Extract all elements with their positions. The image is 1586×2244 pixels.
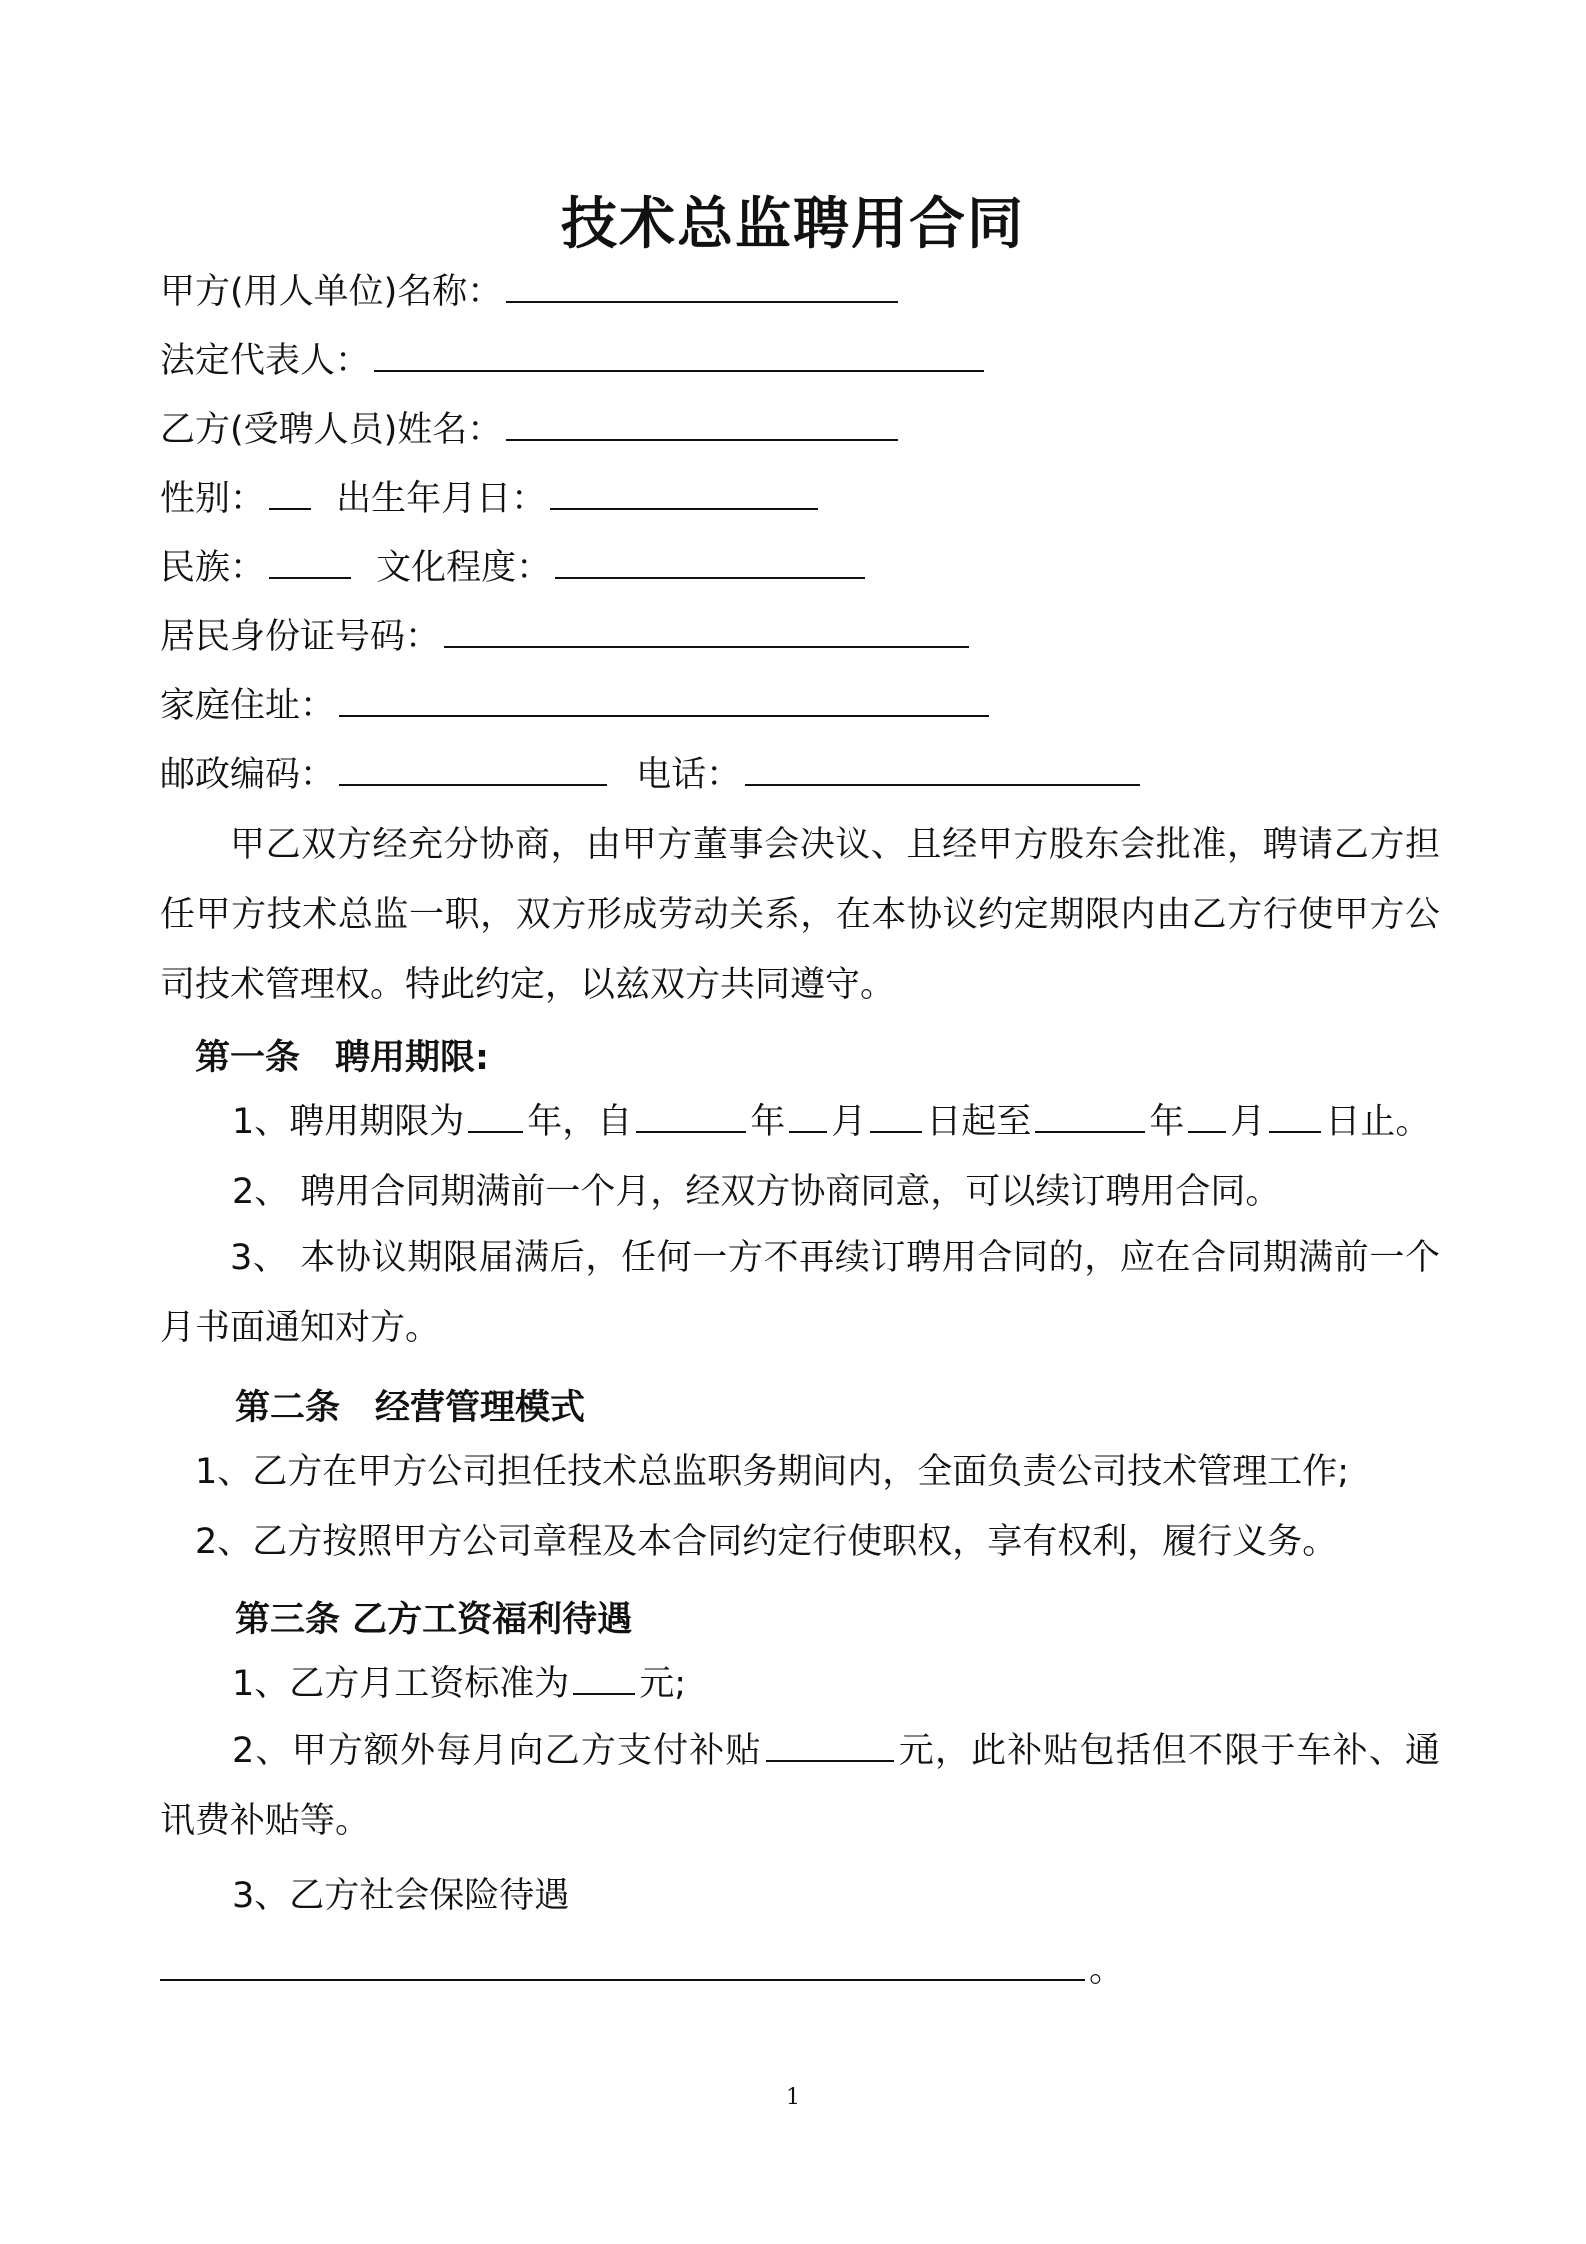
article-3-item-3: 3、乙方社会保险待遇 [232, 1876, 570, 1916]
text-segment: 1、聘用期限为 [232, 1102, 465, 1142]
text-segment: 。 [1089, 1950, 1125, 1990]
article-3-item-3-blank [160, 1946, 1124, 1994]
blank-line[interactable] [506, 269, 898, 303]
intro-paragraph: 甲乙双方经充分协商，由甲方董事会决议、且经甲方股东会批准，聘请乙方担任甲方技术总监一职，双方形成劳动关系，在本协议约定期限内由乙方行使甲方公司技术管理权。特此约定，以兹双方共同遵守。 [160, 825, 1440, 1005]
field-postcode-phone [160, 751, 1144, 799]
text-segment: 月 [1230, 1102, 1266, 1142]
article-1-item-2: 2、 聘用合同期满前一个月，经双方协商同意，可以续订聘用合同。 [232, 1172, 1281, 1212]
article-2-heading: 第二条 经营管理模式 [235, 1388, 586, 1428]
blank-line[interactable] [573, 1661, 635, 1695]
field-party-b [160, 406, 902, 454]
text-segment: 年 [750, 1102, 786, 1142]
blank-line[interactable] [339, 683, 989, 717]
blank-line[interactable] [870, 1099, 922, 1133]
text-segment: 元，此补贴包括但不限于车补、通讯费补贴等。 [160, 1731, 1440, 1841]
field-label: 邮政编码： [160, 755, 336, 795]
blank-line[interactable] [550, 476, 818, 510]
field-label: 文化程度： [376, 548, 552, 588]
text-segment: 日起至 [926, 1102, 1032, 1142]
article-1-item-1 [232, 1098, 1430, 1146]
blank-line[interactable] [444, 614, 969, 648]
field-address [160, 682, 993, 730]
blank-line[interactable] [339, 752, 607, 786]
blank-line[interactable] [745, 752, 1140, 786]
article-1-item-3: 3、 本协议期限届满后，任何一方不再续订聘用合同的，应在合同期满前一个月书面通知对方。 [160, 1238, 1440, 1348]
field-label: 民族： [160, 548, 266, 588]
article-2-item-1: 1、乙方在甲方公司担任技术总监职务期间内，全面负责公司技术管理工作; [195, 1452, 1350, 1492]
text-segment: 1、乙方月工资标准为 [232, 1664, 570, 1704]
field-id-number [160, 613, 973, 661]
blank-line[interactable] [269, 545, 351, 579]
blank-line[interactable] [1188, 1099, 1226, 1133]
text-segment: 年，自 [527, 1102, 633, 1142]
page-number: 1 [786, 2085, 800, 2110]
text-segment: 2、甲方额外每月向乙方支付补贴 [232, 1731, 762, 1771]
field-party-a [160, 268, 902, 316]
blank-line[interactable] [789, 1099, 827, 1133]
article-1-heading: 第一条 聘用期限: [195, 1038, 489, 1078]
field-label: 乙方(受聘人员)姓名： [160, 410, 503, 450]
article-3-item-2 [160, 1716, 1440, 1856]
text-segment: 年 [1149, 1102, 1185, 1142]
blank-line[interactable] [636, 1099, 746, 1133]
field-label: 甲方(用人单位)名称： [160, 272, 503, 312]
text-segment: 元; [639, 1664, 687, 1704]
text-segment: 日止。 [1325, 1102, 1431, 1142]
text-segment: 月 [831, 1102, 867, 1142]
field-label: 出生年月日： [336, 479, 547, 519]
article-3-heading: 第三条 乙方工资福利待遇 [235, 1600, 633, 1640]
field-label: 居民身份证号码： [160, 617, 441, 657]
article-3-item-1 [232, 1660, 686, 1708]
field-label: 家庭住址： [160, 686, 336, 726]
blank-line[interactable] [1035, 1099, 1145, 1133]
blank-line[interactable] [269, 476, 311, 510]
blank-line[interactable] [160, 1947, 1085, 1981]
field-label: 电话： [636, 755, 742, 795]
document-title: 技术总监聘用合同 [561, 192, 1025, 257]
field-label: 法定代表人： [160, 341, 371, 381]
blank-line[interactable] [374, 338, 984, 372]
field-ethnicity-education [160, 544, 869, 592]
article-2-item-2: 2、乙方按照甲方公司章程及本合同约定行使职权，享有权利，履行义务。 [195, 1522, 1338, 1562]
field-label: 性别： [160, 479, 266, 519]
blank-line[interactable] [506, 407, 898, 441]
blank-line[interactable] [468, 1099, 523, 1133]
field-gender-birth [160, 475, 822, 523]
blank-line[interactable] [1269, 1099, 1321, 1133]
blank-line[interactable] [766, 1728, 894, 1762]
blank-line[interactable] [555, 545, 865, 579]
field-legal-rep [160, 337, 988, 385]
